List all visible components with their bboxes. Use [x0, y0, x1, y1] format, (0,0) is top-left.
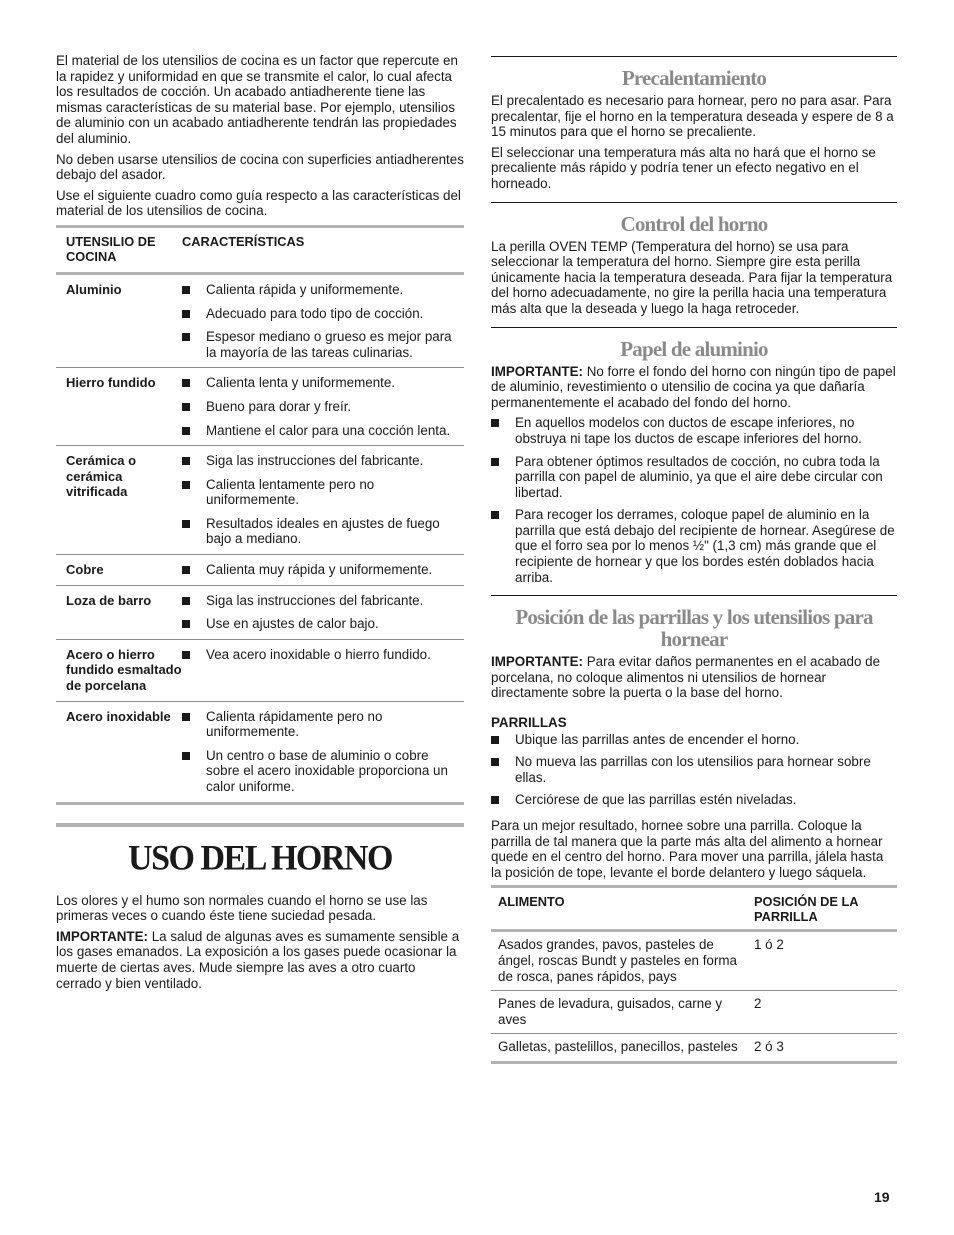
right-column: [491, 0, 897, 1064]
bullet-item: [182, 453, 464, 469]
heading-control-del-horno: Control del horno: [620, 211, 768, 236]
precal-paragraph: El seleccionar una temperatura más alta no hará que el horno se precaliente más rápido y podría tener un efecto negativo en el horneado.: [491, 144, 876, 191]
section-divider: [491, 56, 897, 57]
bullet-item: [491, 754, 897, 785]
table-row: [56, 275, 464, 368]
square-bullet-icon: [182, 616, 206, 632]
bullet-text: Espesor mediano o grueso es mejor para la mayoría de las tareas culinarias.: [206, 329, 452, 360]
bullet-item: [182, 375, 464, 391]
section-divider: [491, 595, 897, 596]
square-bullet-icon: [182, 329, 206, 360]
material-name: Acero o hierro fundido esmaltado de porcelana: [66, 646, 182, 694]
important-label: IMPORTANTE:: [56, 928, 148, 944]
square-bullet-icon: [491, 507, 515, 585]
uso-important-paragraph: [56, 929, 464, 991]
bullet-text: Calienta rápida y uniformemente.: [206, 281, 404, 297]
square-bullet-icon: [182, 282, 206, 298]
bullet-item: [491, 415, 897, 446]
position-cell: 1 ó 2: [754, 937, 784, 953]
section-divider: [56, 823, 464, 827]
material-characteristics: [182, 647, 464, 694]
intro-paragraph: Use el siguiente cuadro como guía respecto a las características del material de los utensilios de cocina.: [56, 187, 461, 219]
bullet-text: Un centro o base de aluminio o cobre sobre el acero inoxidable proporciona un calor uniforme.: [206, 747, 448, 794]
header-material: UTENSILIO DE COCINA: [66, 233, 156, 264]
bullet-text: Para recoger los derrames, coloque papel de aluminio en la parrilla que está debajo del recipiente de hornear. Asegúrese de que el forro sea por lo menos ½" (1,3 cm) más grande que el recipiente de hornear y que los bordes estén doblados hacia arriba.: [515, 507, 895, 585]
important-text: Para evitar daños permanentes en el acabado de porcelana, no coloque alimentos ni utensilios de hornear directamente sobre la puerta o la base del horno.: [491, 654, 881, 701]
uso-paragraph: Los olores y el humo son normales cuando el horno se use las primeras veces o cuando éste tiene suciedad pesada.: [56, 892, 428, 924]
important-text: La salud de algunas aves es sumamente sensible a los gases emanados. La exposición a los gases puede ocasionar la muerte de ciertas aves. Mude siempre las aves a otro cuarto cerrado y bien ventilado.: [56, 928, 460, 991]
bullet-item: [182, 709, 464, 740]
material-name: Acero inoxidable: [66, 708, 171, 724]
important-label: IMPORTANTE:: [491, 654, 583, 670]
square-bullet-icon: [491, 415, 515, 446]
bullet-text: Bueno para dorar y freír.: [206, 398, 352, 414]
square-bullet-icon: [491, 754, 515, 785]
material-name: Hierro fundido: [66, 375, 156, 391]
important-text: No forre el fondo del horno con ningún tipo de papel de aluminio, revestimiento o utensilio de cocina ya que dañaría permanentemente el acabado del fondo del horno.: [491, 363, 896, 410]
rack-table-header: [491, 885, 897, 932]
bullet-text: En aquellos modelos con ductos de escape inferiores, no obstruya ni tape los ductos de escape inferiores del horno.: [515, 415, 862, 446]
papel-bullet-list: [491, 415, 897, 585]
position-cell: 2: [754, 996, 762, 1012]
material-characteristics: [182, 375, 464, 438]
material-characteristics: [182, 282, 464, 360]
bullet-text: Adecuado para todo tipo de cocción.: [206, 305, 424, 321]
bullet-item: [182, 477, 464, 508]
materials-table-header: [56, 225, 464, 275]
parrillas-bullet-list: [491, 732, 897, 808]
square-bullet-icon: [182, 516, 206, 547]
bullet-item: [182, 593, 464, 609]
table-row: [491, 1034, 897, 1064]
bullet-text: Resultados ideales en ajustes de fuego bajo a mediano.: [206, 515, 440, 547]
square-bullet-icon: [182, 306, 206, 322]
table-row: [56, 702, 464, 805]
bullet-item: [182, 748, 464, 795]
square-bullet-icon: [182, 375, 206, 391]
bullet-text: No mueva las parrillas con los utensilios para hornear sobre ellas.: [515, 754, 871, 785]
section-title-uso-del-horno: USO DEL HORNO: [128, 838, 392, 878]
square-bullet-icon: [182, 477, 206, 508]
bullet-item: [182, 647, 464, 663]
bullet-text: Calienta rápidamente pero no uniformemente.: [206, 708, 383, 740]
food-cell: Galletas, pastelillos, panecillos, pasteles: [498, 1039, 738, 1055]
rack-position-table: [491, 885, 897, 1064]
table-row: [56, 586, 464, 640]
parrillas-paragraph: Para un mejor resultado, hornee sobre una parrilla. Coloque la parrilla de tal manera que la parte más alta del alimento a hornear quede en el centro del horno. Para mover una parrilla, jálela hasta la posición de tope, levante el borde delantero y luego sáquela.: [491, 818, 884, 880]
material-name: Cerámica o cerámica vitrificada: [66, 453, 137, 500]
heading-precalentamiento: Precalentamiento: [621, 66, 767, 90]
bullet-text: Siga las instrucciones del fabricante.: [206, 592, 424, 608]
section-divider: [491, 202, 897, 203]
bullet-text: Siga las instrucciones del fabricante.: [206, 453, 424, 469]
material-characteristics: [182, 562, 464, 578]
bullet-item: [182, 562, 464, 578]
table-row: [491, 991, 897, 1034]
table-row: [56, 446, 464, 555]
bullet-text: Calienta lenta y uniformemente.: [206, 375, 396, 391]
bullet-item: [182, 516, 464, 547]
table-row: [56, 368, 464, 446]
bullet-item: [182, 306, 464, 322]
table-row: [56, 555, 464, 586]
header-characteristics: CARACTERÍSTICAS: [182, 233, 305, 249]
square-bullet-icon: [182, 647, 206, 663]
materials-table: [56, 225, 464, 805]
header-food: ALIMENTO: [498, 894, 565, 910]
table-row: [491, 932, 897, 991]
material-characteristics: [182, 453, 464, 547]
precal-paragraph: El precalentado es necesario para hornear, pero no para asar. Para precalentar, fije el horno en la temperatura deseada y espere de 8 a 15 minutos para que el horno se precaliente.: [491, 93, 894, 140]
bullet-item: [491, 507, 897, 585]
page-number: 19: [874, 1189, 890, 1205]
square-bullet-icon: [182, 453, 206, 469]
table-row: [56, 640, 464, 702]
heading-papel-de-aluminio: Papel de aluminio: [620, 336, 768, 361]
bullet-text: Para obtener óptimos resultados de cocción, no cubra toda la parrilla con papel de aluminio, ya que el aire debe circular con libertad.: [515, 453, 883, 500]
bullet-item: [182, 329, 464, 360]
square-bullet-icon: [182, 748, 206, 795]
bullet-item: [491, 732, 897, 748]
square-bullet-icon: [182, 399, 206, 415]
square-bullet-icon: [491, 792, 515, 808]
square-bullet-icon: [182, 423, 206, 439]
material-characteristics: [182, 593, 464, 632]
bullet-item: [491, 792, 897, 808]
important-label: IMPORTANTE:: [491, 363, 583, 379]
food-cell: Asados grandes, pavos, pasteles de ángel, roscas Bundt y pasteles en forma de rosca, panes rápidos, pays: [498, 937, 737, 984]
bullet-text: Ubique las parrillas antes de encender el horno.: [515, 731, 800, 747]
square-bullet-icon: [182, 593, 206, 609]
bullet-text: Cerciórese de que las parrillas estén niveladas.: [515, 792, 797, 808]
square-bullet-icon: [491, 732, 515, 748]
header-position: POSICIÓN DE LA PARRILLA: [754, 894, 859, 925]
bullet-text: Calienta lentamente pero no uniformemente.: [206, 476, 375, 508]
material-name: Cobre: [66, 562, 104, 578]
square-bullet-icon: [182, 709, 206, 740]
position-cell: 2 ó 3: [754, 1039, 784, 1055]
bullet-item: [182, 282, 464, 298]
bullet-text: Mantiene el calor para una cocción lenta.: [206, 422, 451, 438]
material-name: Loza de barro: [66, 592, 152, 608]
bullet-item: [182, 616, 464, 632]
left-column: [56, 0, 464, 996]
square-bullet-icon: [491, 454, 515, 501]
papel-important-paragraph: [491, 364, 897, 411]
material-name: Aluminio: [66, 281, 122, 297]
bullet-item: [182, 423, 464, 439]
intro-paragraph: El material de los utensilios de cocina es un factor que repercute en la rapidez y uniformidad en que se transmite el calor, lo cual afecta los resultados de cocción. Un acabado antiadherente tiene las mismas características de su material base. Por ejemplo, utensilios de aluminio con un acabado antiadherente tendrán las propiedades del aluminio.: [56, 53, 458, 146]
heading-posicion-parrillas: Posición de las parrillas y los utensilios para hornear: [515, 605, 873, 652]
bullet-text: Vea acero inoxidable o hierro fundido.: [206, 646, 431, 662]
bullet-item: [182, 399, 464, 415]
subheading-parrillas: PARRILLAS: [491, 715, 567, 731]
food-cell: Panes de levadura, guisados, carne y aves: [498, 996, 723, 1027]
bullet-item: [491, 454, 897, 501]
intro-paragraph: No deben usarse utensilios de cocina con superficies antiadherentes debajo del asador.: [56, 151, 464, 183]
control-paragraph: La perilla OVEN TEMP (Temperatura del horno) se usa para seleccionar la temperatura del horno. Siempre gire esta perilla únicamente hacia la temperatura deseada. Para fijar la temperatura del horno adecuadamente, no gire la perilla hacia una temperatura más alta que la deseada y luego la haga retroceder.: [491, 238, 893, 316]
square-bullet-icon: [182, 562, 206, 578]
material-characteristics: [182, 709, 464, 795]
posicion-important-paragraph: [491, 654, 897, 701]
bullet-text: Calienta muy rápida y uniformemente.: [206, 562, 433, 578]
section-divider: [491, 327, 897, 328]
bullet-text: Use en ajustes de calor bajo.: [206, 616, 379, 632]
